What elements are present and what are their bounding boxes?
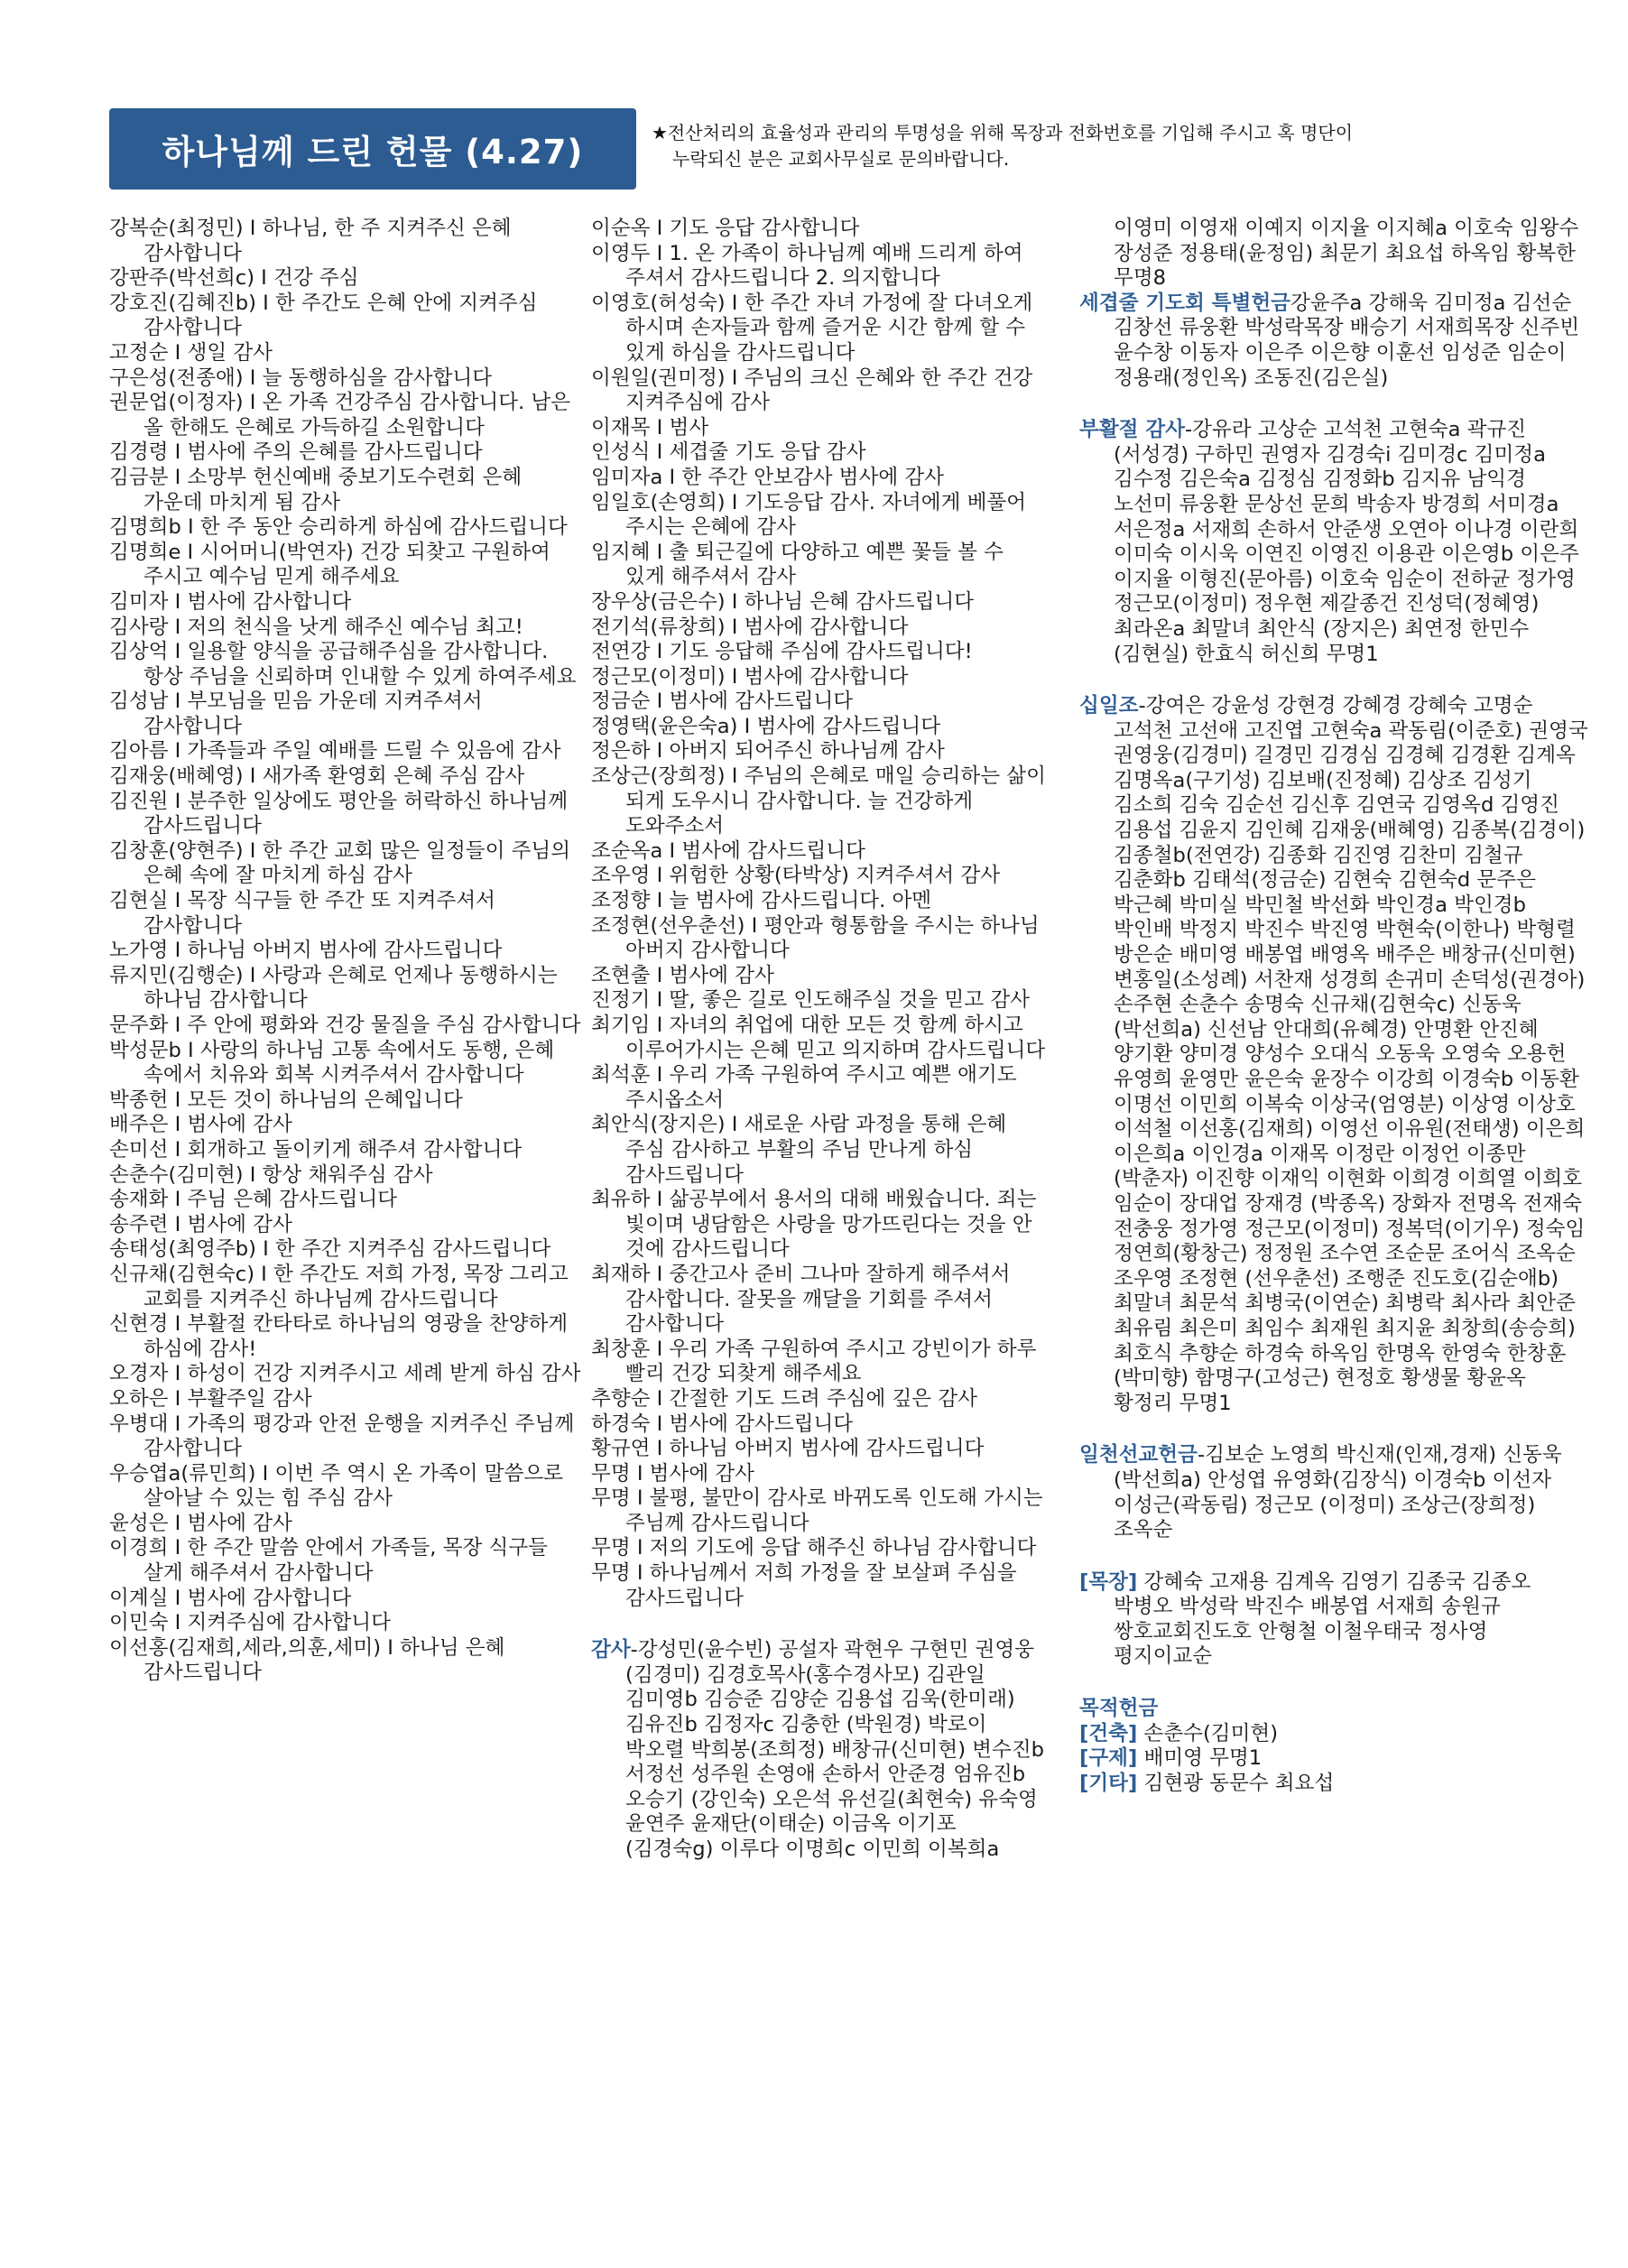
offering-entry: 정은하 I 아버지 되어주신 하나님께 감사 (591, 739, 945, 764)
purpose-item-building (1079, 1722, 1590, 1747)
offering-entry: 인성식 I 세겹줄 기도 응답 감사 (591, 440, 866, 465)
offering-entry: 황규연 I 하나님 아버지 범사에 감사드립니다 (591, 1437, 985, 1461)
offering-entry: 전연강 I 기도 응답해 주심에 감사드립니다! (591, 640, 973, 664)
section-heading: 십일조 (1079, 694, 1139, 718)
purpose-item-other (1079, 1772, 1590, 1797)
offering-entry: 무명 I 불평, 불만이 감사로 바뀌도록 인도해 가시는 주님께 감사드립니다 (591, 1486, 1043, 1535)
offering-entry: 이경희 I 한 주간 말씀 안에서 가족들, 목장 식구들 살게 해주셔서 감사합니다 (109, 1536, 548, 1586)
offering-section (1079, 418, 1590, 667)
offering-entry: 이선홍(김재희,세라,의훈,세미) I 하나님 은혜 감사드립니다 (109, 1635, 505, 1685)
section-heading: 세겹줄 기도회 특별헌금 (1079, 291, 1290, 315)
section-heading: [목장] (1079, 1569, 1138, 1594)
purpose-names: 배미영 무명1 (1137, 1746, 1263, 1771)
section-entry (1079, 418, 1590, 667)
column-3 (1079, 217, 1590, 1796)
offering-entry: 무명 I 하나님께서 저희 가정을 잘 보살펴 주심을 감사드립니다 (591, 1561, 1017, 1610)
offering-entry: 박성문b I 사랑의 하나님 고통 속에서도 동행, 은혜 속에서 치유와 회복 시켜주셔서 감사합니다 (109, 1038, 555, 1088)
offering-entry: 구은성(전종애) I 늘 동행하심을 감사합니다 (109, 366, 493, 390)
page-title: 하나님께 드린 헌물 (4.27) (109, 108, 636, 190)
section-names: 강윤주a 강해욱 김미정a 김선순 김창선 류웅환 박성락목장 배승기 서재희목장 신주빈 윤수창 이동자 이은주 이은향 이훈선 임성준 임순이 정용래(정인옥) 조동진(김은실) (1114, 291, 1580, 390)
section-names: -김보순 노영희 박신재(인재,경재) 신동욱(박선희a) 안성엽 유영화(김장식) 이경숙b 이선자 이성근(곽동림) 정근모 (이정미) 조상근(장희정) 조옥순 (1114, 1443, 1562, 1542)
offering-entry: 이원일(권미정) I 주님의 크신 은혜와 한 주간 건강 지켜주심에 감사 (591, 366, 1033, 415)
offering-entry: 오하은 I 부활주일 감사 (109, 1386, 312, 1411)
gratitude-entry (591, 1638, 1047, 1862)
offering-entry: 조정현(선우춘선) I 평안과 형통함을 주시는 하나님 아버지 감사합니다 (591, 913, 1040, 963)
offering-entry: 손춘수(김미현) I 항상 채워주심 감사 (109, 1162, 433, 1187)
offering-entry: 강판주(박선희c) I 건강 주심 (109, 266, 359, 291)
purpose-names: 김현광 동문수 최요섭 (1137, 1771, 1335, 1795)
purpose-offering-heading: 목적헌금 (1079, 1697, 1159, 1721)
offering-entry: 권문업(이정자) I 온 가족 건강주심 감사합니다. 남은 올 한해도 은혜로 가득하길 소원합니다 (109, 391, 571, 440)
section-entry (1079, 694, 1590, 1416)
gratitude-section (591, 1638, 1047, 1862)
offering-entry: 최안식(장지은) I 새로운 사람 과정을 통해 은혜 주심 감사하고 부활의 주님 만나게 하심 감사드립니다 (591, 1113, 1007, 1187)
offering-entry: 우승엽a(류민희) I 이번 주 역시 온 가족이 말씀으로 살아날 수 있는 힘 주심 감사 (109, 1461, 564, 1511)
offering-entry: 김미자 I 범사에 감사합니다 (109, 589, 352, 614)
offering-entry: 최석훈 I 우리 가족 구원하여 주시고 예쁜 애기도 주시옵소서 (591, 1063, 1017, 1112)
offering-entry: 송주련 I 범사에 감사 (109, 1212, 292, 1236)
offering-entry: 이영호(허성숙) I 한 주간 자녀 가정에 잘 다녀오게 하시며 손자들과 함께 즐거운 시간 함께 할 수 있게 하심을 감사드립니다 (591, 291, 1033, 365)
offering-entry: 김현실 I 목장 식구들 한 주간 또 지켜주셔서 감사합니다 (109, 889, 495, 938)
section-entry (1079, 1443, 1590, 1542)
notice-line-1: ★전산처리의 효율성과 관리의 투명성을 위해 목장과 전화번호를 기입해 주시고 혹 명단이 (652, 122, 1354, 143)
offering-entry: 김사랑 I 저의 천식을 낫게 해주신 예수님 최고! (109, 615, 523, 639)
offering-entry: 고정순 I 생일 감사 (109, 340, 273, 365)
offering-entry: 장우상(금은수) I 하나님 은혜 감사드립니다 (591, 589, 975, 614)
section-names: -강유라 고상순 고석천 고현숙a 곽규진(서성경) 구하민 권영자 김경숙i 김미경c 김미정a 김수정 김은숙a 김정심 김정화b 김지유 남익경 노선미 류웅환 문상선 문희 박송자 방경희 서미경a 서은정a 서재희 손하서 안준생 오연아 이나경 이란희 이미숙 이시욱 이연진 이영진 이용관 이은영b 이은주 이지율 이형진(문아름) 이호숙 임순이 전하균 정가영 정근모(이정미) 정우현 제갈종건 진성덕(정혜영) 최라온a 최말녀 최안식 (장지은) 최연정 한민수(김현실) 한효식 허신희 무명1 (1114, 418, 1579, 666)
offering-entry: 김아름 I 가족들과 주일 예배를 드릴 수 있음에 감사 (109, 739, 561, 764)
offering-entry: 임일호(손영희) I 기도응답 감사. 자녀에게 베풀어 주시는 은혜에 감사 (591, 490, 1027, 540)
offering-entry: 이민숙 I 지켜주심에 감사합니다 (109, 1611, 391, 1635)
offering-entry: 최창훈 I 우리 가족 구원하여 주시고 강빈이가 하루 빨리 건강 되찾게 해주세요 (591, 1337, 1037, 1386)
offering-entry: 정근모(이정미) I 범사에 감사합니다 (591, 664, 909, 689)
section-names: 강혜숙 고재용 김계옥 김영기 김종국 김종오 박병오 박성락 박진수 배봉엽 서재희 송원규 쌍호교회진도호 안형철 이철우태국 정사영 평지이교순 (1114, 1569, 1531, 1669)
offering-entry: 오경자 I 하성이 건강 지켜주시고 세례 받게 하심 감사 (109, 1362, 581, 1386)
offering-entry: 강복순(최정민) I 하나님, 한 주 지켜주신 은혜 감사합니다 (109, 217, 512, 265)
offering-entry: 송태성(최영주b) I 한 주간 지켜주심 감사드립니다 (109, 1237, 551, 1262)
offering-entry: 김재웅(배혜영) I 새가족 환영회 은혜 주심 감사 (109, 764, 525, 789)
purpose-offering-items (1079, 1722, 1590, 1797)
offering-entry: 신규채(김현숙c) I 한 주간도 저희 가정, 목장 그리고 교회를 지켜주신 하나님께 감사드립니다 (109, 1262, 569, 1311)
offering-entry: 하경숙 I 범사에 감사드립니다 (591, 1412, 854, 1436)
offering-entry: 정금순 I 범사에 감사드립니다 (591, 690, 854, 714)
offering-entry: 진정기 I 딸, 좋은 길로 인도해주실 것을 믿고 감사 (591, 988, 1030, 1013)
offering-section (1079, 694, 1590, 1416)
offering-section (1079, 292, 1590, 391)
offering-entry: 손미선 I 회개하고 돌이키게 해주셔 감사합니다 (109, 1137, 523, 1162)
offering-entry: 이영두 I 1. 온 가족이 하나님께 예배 드리게 하여 주셔서 감사드립니다 2. 의지합니다 (591, 241, 1023, 291)
offering-entry: 김경령 I 범사에 주의 은혜를 감사드립니다 (109, 440, 483, 465)
offering-entry: 신현경 I 부활절 칸타타로 하나님의 영광을 찬양하게 하심에 감사! (109, 1312, 569, 1361)
offering-entry: 최기임 I 자녀의 취업에 대한 모든 것 함께 하시고 이루어가시는 은혜 믿고 의지하며 감사드립니다 (591, 1014, 1046, 1062)
offering-entry: 이순옥 I 기도 응답 감사합니다 (591, 217, 860, 240)
offering-entry: 조정향 I 늘 범사에 감사드립니다. 아멘 (591, 889, 932, 913)
offering-entry: 김명희e I 시어머니(박연자) 건강 되찾고 구원하여 주시고 예수님 믿게 해주세요 (109, 540, 550, 589)
offering-section (1079, 1570, 1590, 1670)
offering-entry: 류지민(김행순) I 사랑과 은혜로 언제나 동행하시는 하나님 감사합니다 (109, 963, 558, 1013)
names-continued: 이영미 이영재 이예지 이지율 이지혜a 이호숙 임왕수 장성준 정용태(윤정임) 최문기 최요섭 하옥임 황복한 무명8 (1114, 217, 1579, 291)
offering-entry: 송재화 I 주님 은혜 감사드립니다 (109, 1188, 398, 1212)
purpose-item-relief (1079, 1746, 1590, 1772)
purpose-tag: [기타] (1079, 1771, 1138, 1795)
offering-entry: 윤성은 I 범사에 감사 (109, 1511, 292, 1535)
offering-entry: 김진원 I 분주한 일상에도 평안을 허락하신 하나님께 감사드립니다 (109, 789, 569, 838)
offering-entry: 조순옥a I 범사에 감사드립니다 (591, 838, 865, 863)
offering-entry: 강호진(김혜진b) I 한 주간도 은혜 안에 지켜주심 감사합니다 (109, 291, 538, 340)
section-names: -강성민(윤수빈) 공설자 곽현우 구현민 권영웅(김경미) 김경호목사(홍수경사모) 김관일 김미영b 김승준 김양순 김용섭 김욱(한미래) 김유진b 김정자c 김충한 (박원경) 박로이 박오렬 박희봉(조희정) 배창규(신미현) 변수진b 서정선 성주원 손영애 손하서 안준경 엄유진b 오승기 (강인숙) 오은석 유선길(최현숙) 유숙영 윤연주 윤재단(이태순) 이금옥 이기포 (김경숙g) 이루다 이명희c 이민희 이복희a (625, 1638, 1045, 1861)
purpose-offering-section (1079, 1697, 1590, 1796)
section-entry (1079, 1570, 1590, 1670)
column-1 (109, 217, 583, 1686)
offering-section (1079, 1443, 1590, 1542)
offering-entry: 배주은 I 범사에 감사 (109, 1113, 292, 1137)
offering-entry: 임미자a I 한 주간 안보감사 범사에 감사 (591, 465, 944, 489)
purpose-tag: [구제] (1079, 1746, 1138, 1771)
purpose-names: 손춘수(김미현) (1137, 1721, 1279, 1745)
offering-entry: 최재하 I 중간고사 준비 그나마 잘하게 해주셔서 감사합니다. 잘못을 깨달을 기회를 주셔서 감사합니다 (591, 1262, 1011, 1337)
offering-entry: 이재목 I 범사 (591, 415, 709, 440)
offering-entry: 무명 I 저의 기도에 응답 해주신 하나님 감사합니다 (591, 1536, 1037, 1560)
offering-entry: 조현출 I 범사에 감사 (591, 963, 774, 987)
offering-entry: 임지혜 I 출 퇴근길에 다양하고 예쁜 꽃들 볼 수 있게 해주셔서 감사 (591, 540, 1004, 589)
offering-entry: 김명희b I 한 주 동안 승리하게 하심에 감사드립니다 (109, 515, 568, 540)
offering-entry: 김상억 I 일용할 양식을 공급해주심을 감사합니다. 항상 주님을 신뢰하며 인내할 수 있게 하여주세요 (109, 640, 577, 689)
section-entry (1079, 292, 1590, 391)
offering-entry: 조상근(장희정) I 주님의 은혜로 매일 승리하는 삶이 되게 도우시니 감사합니다. 늘 건강하게 도와주소서 (591, 764, 1046, 838)
section-names: -강여은 강윤성 강현경 강혜경 강혜숙 고명순 고석천 고선애 고진엽 고현숙a 곽동림(이준호) 권영국 권영웅(김경미) 길경민 김경심 김경혜 김경환 김계옥 김명옥a(구기성) 김보배(진정혜) 김상조 김성기 김소희 김숙 김순선 김신후 김연국 김영옥d 김영진 김용섭 김윤지 김인혜 김재웅(배혜영) 김종복(김경이) 김종철b(전연강) 김종화 김진영 김찬미 김철규 김춘화b 김태석(정금순) 김현숙 김현숙d 문주은 박근혜 박미실 박민철 박선화 박인경a 박인경b 박인배 박정지 박진수 박진영 박현숙(이한나) 박형렬 방은순 배미영 배봉엽 배영옥 배주은 배창규(신미현) 변홍일(소성례) 서찬재 성경희 손귀미 손덕성(권경아) 손주현 손춘수 송명숙 신규채(김현숙c) 신동욱 (박선희a) 신선남 안대희(유혜경) 안명환 안진혜 양기환 양미경 양성수 오대식 오동욱 오영숙 오용헌 유영희 윤영만 윤은숙 윤장수 이강희 이경숙b 이동환 이명선 이민희 이복숙 이상국(엄영분) 이상영 이상호 이석철 이선홍(김재희) 이영선 이유원(전태생) 이은희 이은희a 이인경a 이재목 이정란 이정언 이종만 (박춘자) 이진향 이재익 이현화 이희경 이희열 이희호 임순이 장대업 장재경 (박종옥) 장화자 전명옥 전재숙 전충웅 정가영 정근모(이정미) 정복덕(이기우) 정숙임 정연희(황창근) 정정원 조수연 조순문 조어식 조옥순 조우영 조정현 (선우춘선) 조행준 진도호(김순애b) 최말녀 최문석 최병국(이연순) 최병락 최사라 최안준 최유림 최은미 최임수 최재원 최지윤 최창희(송승희) 최호식 추향순 하경숙 하옥임 한명옥 한영숙 한창훈 (박미향) 함명구(고성근) 현정호 황생물 황윤옥 황정리 무명1 (1114, 694, 1588, 1415)
offering-entry: 김창훈(양현주) I 한 주간 교회 많은 일정들이 주님의 은혜 속에 잘 마치게 하심 감사 (109, 838, 571, 888)
offering-entry: 김성남 I 부모님을 믿음 가운데 지켜주셔서 감사합니다 (109, 690, 483, 738)
purpose-tag: [건축] (1079, 1721, 1138, 1745)
offering-entry: 박종헌 I 모든 것이 하나님의 은혜입니다 (109, 1088, 463, 1112)
offering-entry: 추향순 I 간절한 기도 드려 주심에 깊은 감사 (591, 1386, 977, 1411)
offering-entry: 이계실 I 범사에 감사합니다 (109, 1586, 352, 1610)
offering-entry: 문주화 I 주 안에 평화와 건강 물질을 주심 감사합니다 (109, 1014, 581, 1037)
offering-entry: 정영택(윤은숙a) I 범사에 감사드립니다 (591, 714, 941, 738)
offering-entry: 무명 I 범사에 감사 (591, 1461, 754, 1486)
offering-entry: 최유하 I 삶공부에서 용서의 대해 배웠습니다. 죄는 빛이며 냉담함은 사랑을 망가뜨린다는 것을 안 것에 감사드립니다 (591, 1188, 1037, 1262)
section-heading: 감사 (591, 1638, 631, 1662)
column-2 (591, 217, 1047, 1863)
section-heading: 일천선교헌금 (1079, 1443, 1198, 1467)
offering-entry: 전기석(류창희) I 범사에 감사합니다 (591, 615, 909, 639)
offering-entry: 우병대 I 가족의 평강과 안전 운행을 지켜주신 주님께 감사합니다 (109, 1412, 575, 1461)
section-heading: 부활절 감사 (1079, 418, 1185, 442)
notice-line-2: 누락되신 분은 교회사무실로 문의바랍니다. (672, 148, 1010, 170)
offering-entry: 조우영 I 위험한 상황(타박상) 지켜주셔서 감사 (591, 864, 1001, 888)
offering-entry: 김금분 I 소망부 헌신예배 중보기도수련회 은혜 가운데 마치게 됨 감사 (109, 465, 523, 514)
notice-text (652, 120, 1563, 172)
offering-entry: 노가영 I 하나님 아버지 범사에 감사드립니다 (109, 939, 503, 963)
